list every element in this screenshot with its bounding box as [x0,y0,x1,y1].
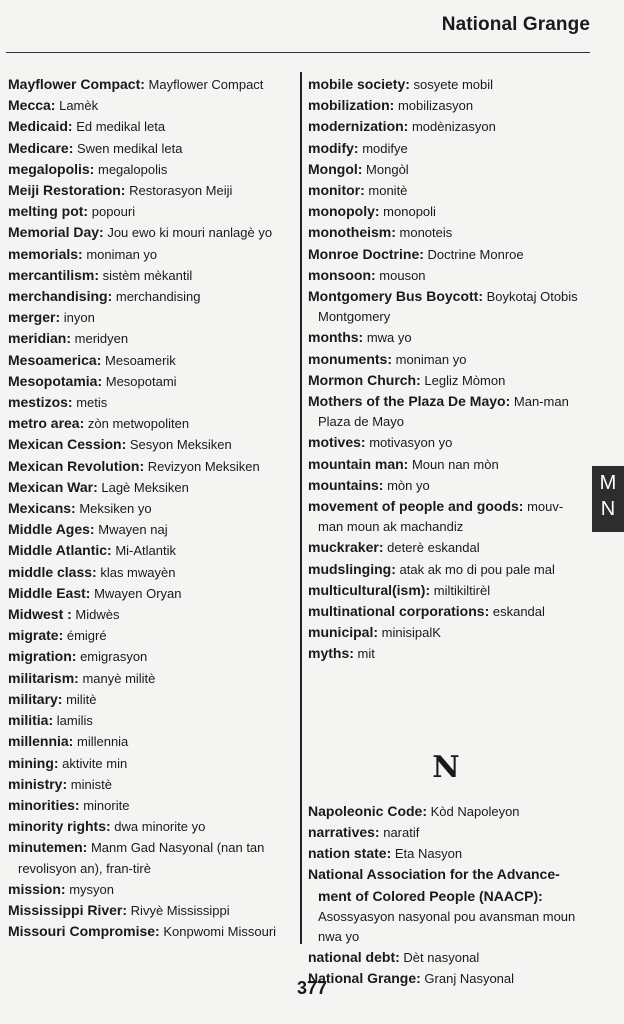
entry-definition: lamilis [56,713,93,729]
glossary-entry [8,668,294,689]
entry-term: millennia: [8,733,74,750]
entry-term: militarism: [8,669,79,686]
entry-term: motives: [308,434,366,451]
entry-term: Midwest : [8,606,72,623]
glossary-entry [8,201,294,222]
entry-term: Mormon Church: [308,371,421,388]
glossary-entry [8,646,294,667]
section-letter-n: N [432,749,460,785]
entry-term: multicultural(ism): [308,581,431,598]
glossary-entry [8,625,294,646]
glossary-entry [8,710,294,731]
entry-definition: Swen medikal leta [76,140,183,156]
entry-term: modernization: [308,118,409,135]
entry-term: military: [8,690,63,707]
glossary-entry [8,138,294,159]
entry-term: mobile society: [308,76,410,92]
entry-definition: Restorasyon Meiji [129,183,233,199]
entry-definition: Granj Nasyonal [424,971,515,987]
glossary-entry [308,601,584,622]
column-divider [300,72,302,944]
glossary-entry [8,562,294,583]
entry-term: Napoleonic Code: [308,802,428,819]
entry-definition: militè [66,691,97,707]
glossary-entry [8,328,294,349]
entry-definition: monopoli [383,204,436,220]
glossary-right-column [308,74,584,990]
entry-term: mining: [8,754,59,771]
glossary-entry [308,947,584,968]
glossary-entry [8,731,294,752]
entry-term: modify: [308,139,359,156]
entry-term: minority rights: [8,818,111,835]
entry-definition: meridyen [74,331,129,347]
glossary-entry [8,392,294,413]
glossary-entry [8,95,294,116]
entry-definition: Konpwomi Missouri [163,924,277,940]
glossary-entry [8,540,294,561]
entry-term: Montgomery Bus Boycott: [308,288,483,305]
entry-definition: monoteis [399,225,453,241]
entry-term: national debt: [308,949,400,966]
glossary-entry [308,180,584,201]
entry-term: nation state: [308,845,392,862]
glossary-entry [8,286,294,307]
entry-term: National Association for the Advance-ment of Colored People (NAACP): [308,866,560,904]
entry-definition: Ed medikal leta [76,119,166,135]
glossary-entry [8,244,294,265]
entry-definition: motivasyon yo [369,435,453,451]
entry-term: Mesopotamia: [8,372,103,389]
entry-term: merchandising: [8,288,113,305]
entry-definition: megalopolis [97,161,168,177]
entry-term: National Grange: [308,970,421,987]
glossary-entry [308,201,584,222]
entry-term: monitor: [308,182,365,199]
glossary-entry [8,795,294,816]
entry-definition: Legliz Mòmon [424,372,506,388]
glossary-entry [8,371,294,392]
entry-definition: Manm Gad Nasyonal (nan tan revolisyon an), fran-tirè [18,840,265,876]
entry-term: migrate: [8,627,64,644]
entry-term: minutemen: [8,839,88,856]
entry-definition: mobilizasyon [397,98,474,114]
entry-definition: emigrasyon [80,649,148,665]
glossary-entry [308,391,584,432]
entry-term: Meiji Restoration: [8,182,126,199]
glossary-entry [8,689,294,710]
entry-definition: zòn metwopoliten [87,416,190,432]
entry-term: Memorial Day: [8,224,104,241]
glossary-entry [8,350,294,371]
glossary-entry [8,180,294,201]
glossary-entry [8,519,294,540]
entry-term: mountains: [308,476,384,493]
entry-definition: atak ak mo di pou pale mal [399,561,555,577]
entry-term: minorities: [8,796,80,813]
entry-term: monopoly: [308,203,380,220]
entry-term: mercantilism: [8,266,100,283]
glossary-entry [308,496,584,537]
entry-definition: émigré [66,628,107,644]
entry-term: melting pot: [8,203,89,220]
entry-definition: modènizasyon [411,119,496,135]
glossary-entry [8,477,294,498]
glossary-entry [8,879,294,900]
entry-definition: manyè militè [82,670,156,686]
entry-definition: Kòd Napoleyon [430,803,520,819]
entry-term: Mayflower Compact: [8,76,145,92]
entry-term: Mexican Revolution: [8,457,145,474]
glossary-entry [308,643,584,664]
entry-definition: millennia [76,734,129,750]
glossary-entry [308,138,584,159]
entry-term: Middle Ages: [8,521,95,538]
glossary-entry [308,864,584,947]
entry-term: metro area: [8,415,85,432]
entry-definition: Asossyasyon nasyonal pou avansman moun nwa yo [318,908,576,944]
glossary-entry [308,454,584,475]
glossary-entry [8,753,294,774]
entry-term: meridian: [8,330,72,347]
glossary-entry [8,604,294,625]
entry-term: Mexican Cession: [8,436,127,453]
entry-definition: aktivite min [62,755,128,771]
glossary-entry [8,921,294,942]
glossary-entry [8,837,294,878]
entry-term: militia: [8,712,54,729]
glossary-entry [308,559,584,580]
glossary-entry [8,307,294,328]
entry-definition: Doctrine Monroe [427,246,524,262]
entry-definition: dwa minorite yo [114,819,206,835]
entry-definition: metis [76,395,108,411]
entry-term: middle class: [8,563,97,580]
glossary-entry [308,159,584,180]
glossary-entry [8,583,294,604]
entry-term: Mecca: [8,97,56,114]
entry-definition: Lamèk [59,98,99,114]
entry-term: Missouri Compromise: [8,923,160,940]
glossary-entry [8,816,294,837]
glossary-entry [308,116,584,137]
entry-definition: mit [357,646,375,662]
entry-definition: Man-man Plaza de Mayo [318,394,569,430]
entry-term: monsoon: [308,266,376,283]
entry-definition: sosyete mobil [413,77,494,92]
glossary-entry [308,286,584,327]
entry-term: Mexicans: [8,500,76,517]
entry-term: Mongol: [308,160,363,177]
glossary-entry [8,116,294,137]
glossary-left-column [8,74,294,942]
entry-definition: Dèt nasyonal [403,950,480,966]
entry-definition: mouv-man moun ak machandiz [318,499,564,535]
entry-term: movement of people and goods: [308,498,524,515]
glossary-entry [8,265,294,286]
entry-definition: monitè [368,183,408,199]
glossary-entry [308,432,584,453]
glossary-entry [8,159,294,180]
entry-definition: Jou ewo ki mouri nanlagè yo [107,225,273,241]
entry-definition: mysyon [69,881,114,897]
entry-definition: Mesopotami [105,373,177,389]
entry-term: mestizos: [8,394,73,411]
entry-term: Mexican War: [8,478,98,495]
entry-term: monuments: [308,350,392,367]
glossary-entry [8,456,294,477]
entry-definition: mwa yo [366,330,412,346]
entry-term: megalopolis: [8,160,95,177]
entry-definition: minorite [83,797,130,813]
entry-definition: Rivyè Mississippi [130,902,230,918]
thumb-index-tab [592,466,624,532]
entry-term: Monroe Doctrine: [308,245,424,262]
entry-definition: deterè eskandal [387,540,480,556]
entry-term: merger: [8,309,61,326]
glossary-entry [308,370,584,391]
glossary-entry [308,244,584,265]
entry-definition: Mwayen Oryan [94,585,182,601]
entry-term: muckraker: [308,539,384,556]
entry-definition: Moun nan mòn [411,456,499,472]
glossary-entry [308,580,584,601]
m-entries [308,74,584,665]
entry-definition: Boykotaj Otobis Montgomery [318,289,578,325]
header-rule [6,52,590,53]
glossary-entry [308,822,584,843]
page-number: 377 [296,978,328,998]
entry-definition: moniman yo [395,351,467,367]
entry-definition: Mongòl [366,161,409,177]
entry-definition: Midwès [75,607,120,623]
glossary-entry [8,434,294,455]
entry-definition: Eta Nasyon [394,846,463,862]
entry-definition: Mwayen naj [98,522,168,538]
glossary-entry [8,900,294,921]
thumb-tab-letter-m: M [599,472,617,494]
entry-definition: klas mwayèn [100,564,176,580]
glossary-entry [8,498,294,519]
entry-definition: merchandising [115,289,201,305]
entry-definition: eskandal [492,604,545,620]
entry-term: narratives: [308,823,380,840]
glossary-entry [308,265,584,286]
glossary-entry [308,74,584,95]
entry-term: municipal: [308,624,379,641]
entry-term: Medicare: [8,139,74,156]
glossary-entry [8,413,294,434]
glossary-entry [308,349,584,370]
entry-definition: Revizyon Meksiken [147,458,260,474]
glossary-entry [308,475,584,496]
entry-definition: miltikiltirèl [433,582,491,598]
glossary-entry [308,222,584,243]
glossary-entry [308,622,584,643]
n-entries [308,801,584,990]
entry-definition: Mi-Atlantik [115,543,177,559]
entry-definition: Lagè Meksiken [101,479,189,495]
entry-term: ministry: [8,775,68,792]
entry-term: Mesoamerica: [8,351,102,368]
entry-term: multinational corporations: [308,603,490,620]
entry-definition: minisipalK [381,625,441,641]
entry-definition: modifye [362,140,408,156]
glossary-entry [8,222,294,243]
entry-term: Mississippi River: [8,901,128,918]
entry-definition: ministè [70,776,112,792]
entry-term: mobilization: [308,97,395,114]
thumb-tab-letter-n: N [600,498,616,520]
entry-term: months: [308,329,364,346]
entry-term: Middle Atlantic: [8,542,112,559]
glossary-entry [8,74,294,95]
entry-definition: moniman yo [86,246,158,262]
entry-term: mountain man: [308,455,409,472]
glossary-entry [308,95,584,116]
entry-definition: Mayflower Compact [148,77,264,92]
glossary-entry [308,537,584,558]
entry-term: Middle East: [8,584,91,601]
entry-term: memorials: [8,245,83,262]
entry-definition: Mesoamerik [105,352,176,368]
entry-definition: mòn yo [387,477,430,493]
entry-definition: inyon [63,310,95,326]
entry-term: mission: [8,880,66,897]
entry-term: migration: [8,648,77,665]
running-header-title: National Grange [441,14,590,35]
entry-definition: popouri [91,204,136,220]
entry-definition: mouson [379,267,426,283]
entry-term: myths: [308,645,354,662]
glossary-entry [8,774,294,795]
entry-definition: sistèm mèkantil [102,267,193,283]
glossary-entry [308,327,584,348]
entry-definition: Meksiken yo [79,501,152,517]
entry-term: Medicaid: [8,118,73,135]
entry-term: mudslinging: [308,560,396,577]
entry-definition: naratif [383,824,420,840]
entry-definition: Sesyon Meksiken [129,437,232,453]
glossary-entry [308,843,584,864]
entry-term: Mothers of the Plaza De Mayo: [308,393,511,410]
entry-term: monotheism: [308,224,396,241]
glossary-entry [308,801,584,822]
